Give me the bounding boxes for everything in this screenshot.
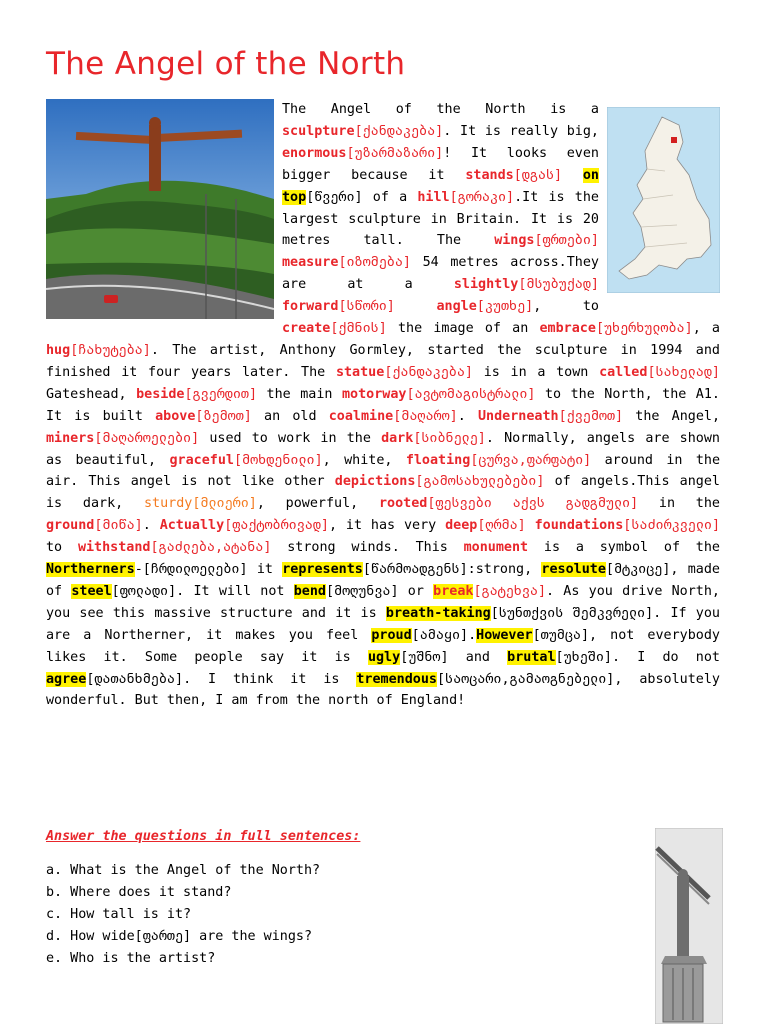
angel-of-the-north-photo xyxy=(46,99,274,319)
page-title: The Angel of the North xyxy=(46,46,406,82)
article-text: The Angel of the North is a sculpture[ქანდაკება]. It is really big, enormous[უზარმაზარი]! It looks even bigger because it stands[დგას] on top[წვერი] of a hill[გორაკი].It is the largest sculpture in Britain. It is 20 metres tall. The wings[ფრთები] measure[იზომება] 54 metres across.They are at a slightly[მსუბუქად] forward[სწორი] angle[კუთხე], to create[ქმნის] the image of an embrace[უხერხულობა], a hug[ჩახუტება]. The artist, Anthony Gormley, started the sculpture in 1994 and finished it four years later. The statue[ქანდაკება] is in a town called[სახელად] Gateshead, beside[გვერდით] the main motorway[ავტომაგისტრალი] to the North, the A1. It is built above[ზემოთ] an old coalmine[მაღარო]. Underneath[ქვემოთ] the Angel, miners[მაღაროელები] used to work in the dark[სიბნელე]. Normally, angels are shown as beautiful, graceful[მოხდენილი], white, floating[ცურვა,ფარფატი] around in the air. This angel is not like other depictions[გამოსახულებები] of angels.This angel is dark, sturdy[მლიერი], powerful, rooted[ფესვები აქვს გადგმული] in the ground[მიწა]. Actually[ფაქტობრივად], it has very deep[ღრმა] foundations[საძირკველი] to withstand[გაძლება,ატანა] strong winds. This monument is a symbol of the Northerners-[ჩრდილოელები] it represents[წარმოადგენს]:strong, resolute[მტკიცე], made of steel[ფოლადი]. It will not bend[მოღუნვა] or break[გატეხვა]. As you drive North, you see this massive structure and it is breath-taking[სუნთქვის შემკვრელი]. If you are a Northerner, it makes you feel proud[ამაყი].However[თუმცა], not everybody likes it. Some people say it is ugly[უშნო] and brutal[უხეში]. I do not agree[დათანხმება]. I think it is tremendous[საოცარი,გამაოგნებელი], absolutely wonderful. But then, I am from the north of England! xyxy=(46,99,720,712)
england-map xyxy=(607,107,720,293)
question-item: b. Where does it stand? xyxy=(46,885,232,900)
questions-heading: Answer the questions in full sentences: xyxy=(46,829,361,844)
question-list xyxy=(46,860,320,970)
question-item: d. How wide[ფართე] are the wings? xyxy=(46,929,313,944)
angel-sketch xyxy=(655,828,723,1024)
question-item: c. How tall is it? xyxy=(46,907,192,922)
question-item: a. What is the Angel of the North? xyxy=(46,863,321,878)
question-item: e. Who is the artist? xyxy=(46,951,216,966)
